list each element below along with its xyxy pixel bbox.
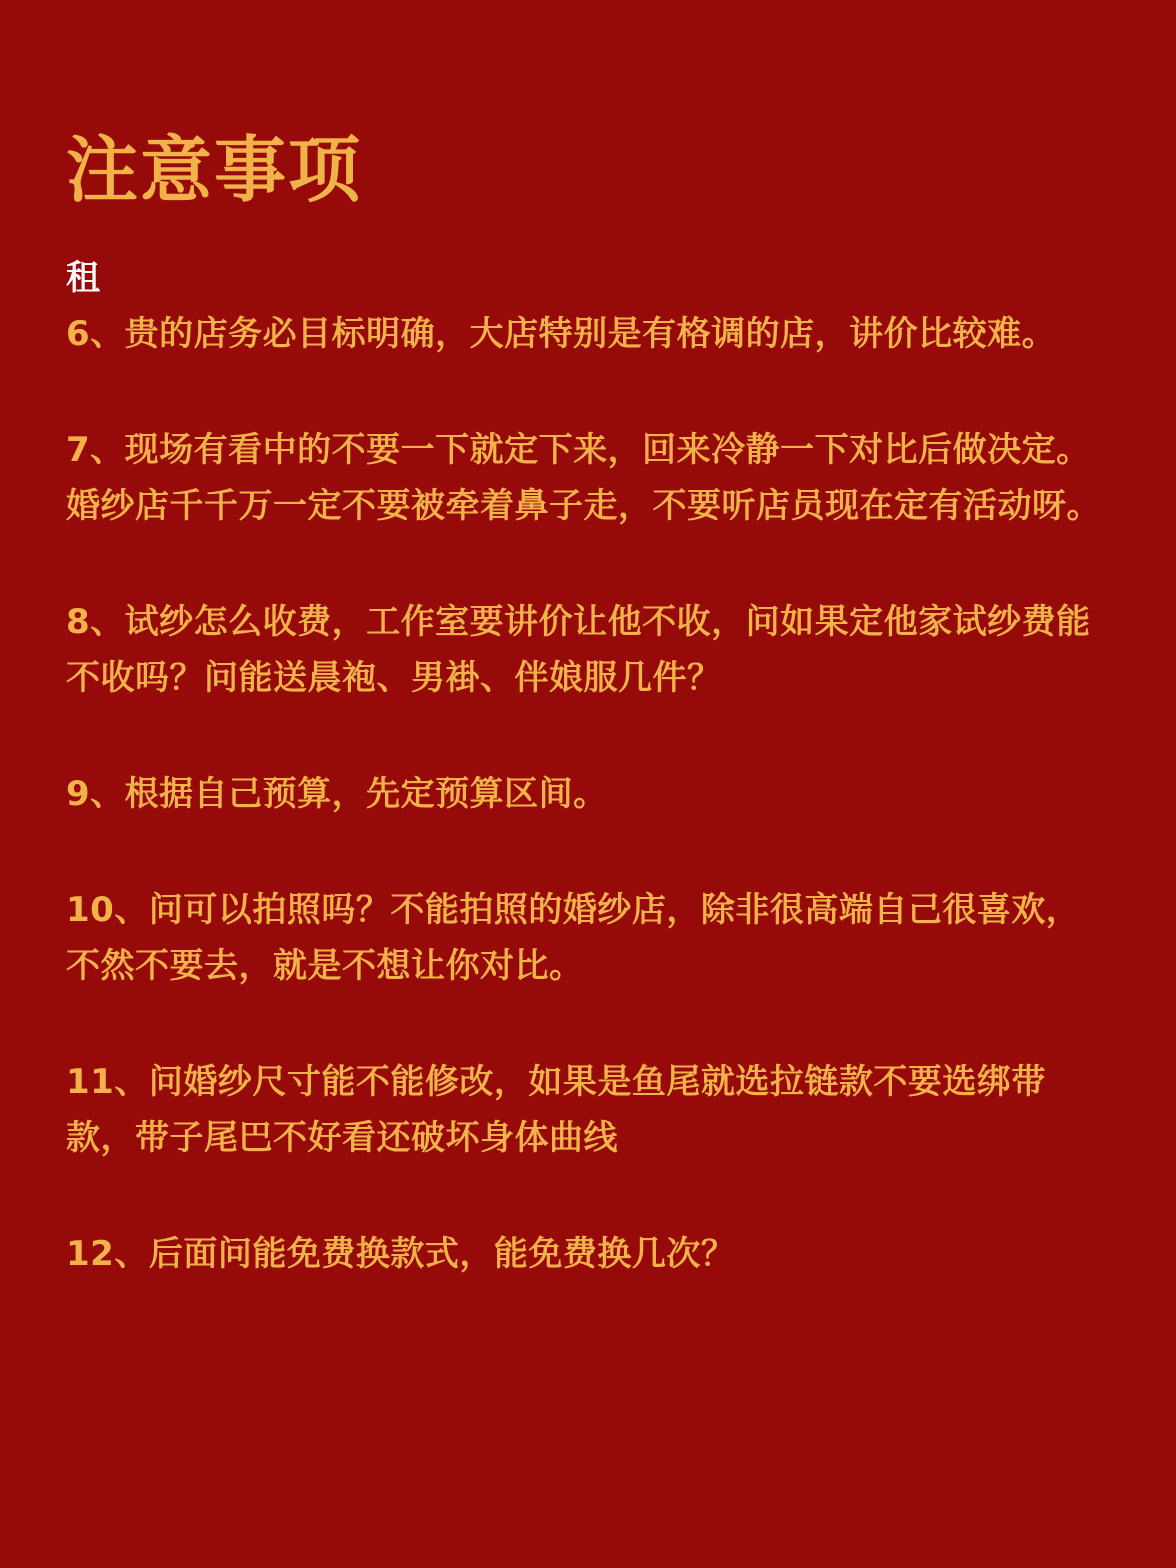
note-item: 11、问婚纱尺寸能不能修改，如果是鱼尾就选拉链款不要选绑带款，带子尾巴不好看还破坏身体曲线 <box>66 1062 1046 1158</box>
note-item: 10、问可以拍照吗？不能拍照的婚纱店，除非很高端自己很喜欢，不然不要去，就是不想让你对比。 <box>66 890 1081 986</box>
page-title: 注意事项 <box>66 128 363 212</box>
note-item: 7、现场有看中的不要一下就定下来，回来冷静一下对比后做决定。婚纱店千千万一定不要被牵着鼻子走，不要听店员现在定有活动呀。 <box>66 430 1101 526</box>
note-item: 9、根据自己预算，先定预算区间。 <box>66 774 608 814</box>
notes-list <box>66 306 1104 1282</box>
note-item: 12、后面问能免费换款式，能免费换几次？ <box>66 1234 736 1274</box>
note-item: 6、贵的店务必目标明确，大店特别是有格调的店，讲价比较难。 <box>66 314 1057 354</box>
section-label: 租 <box>66 258 100 298</box>
note-item: 8、试纱怎么收费，工作室要讲价让他不收，问如果定他家试纱费能不收吗？问能送晨袍、男褂、伴娘服几件？ <box>66 602 1091 698</box>
